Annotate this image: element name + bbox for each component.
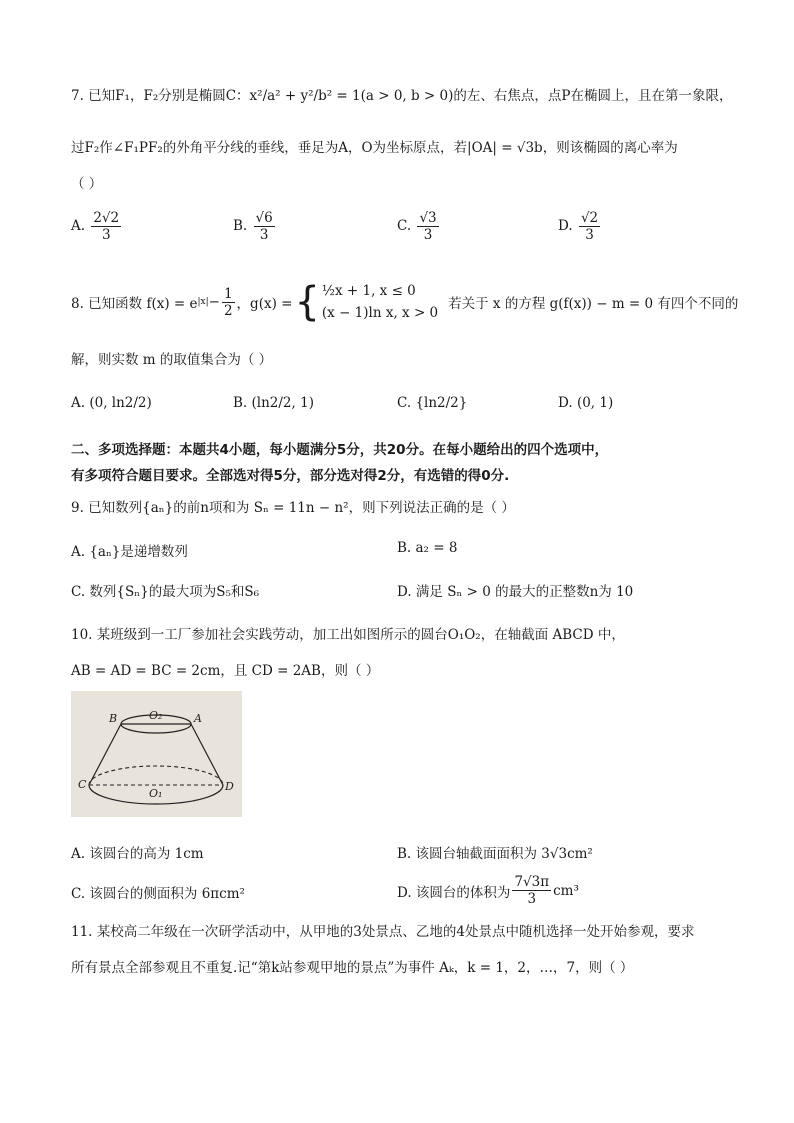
- q8-half: $\frac{1}{2}$: [223, 285, 233, 319]
- option-label: A.: [71, 218, 86, 234]
- q8-line2: 解，则实数 m 的取值集合为（ ）: [71, 352, 273, 368]
- q11-line1: 11. 某校高二年级在一次研学活动中，从甲地的3处景点、乙地的4处景点中随机选择一处开始参观，要求: [71, 924, 695, 940]
- q10-line2: AB = AD = BC = 2cm，且 CD = 2AB，则（ ）: [71, 663, 380, 679]
- q8-prefix: 8. 已知函数 f(x) = e: [71, 296, 198, 312]
- q8-option-c: C. {ln2/2}: [397, 395, 468, 411]
- q8-suffix: 若关于 x 的方程 g(f(x)) − m = 0 有四个不同的: [448, 296, 739, 312]
- q10-option-c: C. 该圆台的侧面积为 6πcm²: [71, 886, 245, 902]
- label-b: B: [109, 712, 118, 725]
- q8-minus: −: [208, 294, 220, 310]
- option-label: D.: [558, 218, 573, 234]
- label-d: D: [225, 780, 234, 793]
- label-o1: O₁: [149, 787, 163, 800]
- frustum-diagram: [71, 691, 242, 817]
- option-fraction: $\frac{√2}{3}$: [580, 210, 599, 243]
- left-side: [89, 724, 121, 785]
- q10-line1: 10. 某班级到一工厂参加社会实践劳动，加工出如图所示的圆台O₁O₂，在轴截面 ABCD 中，: [71, 627, 625, 643]
- option-fraction: $\frac{2√2}{3}$: [93, 210, 120, 243]
- q7-line2: 过F₂作∠F₁PF₂的外角平分线的垂线，垂足为A，O为坐标原点，若|OA| = √3b，则该椭圆的离心率为: [71, 140, 678, 156]
- section2-line1: 二、多项选择题：本题共4小题，每小题满分5分，共20分。在每小题给出的四个选项中，: [71, 442, 609, 458]
- option-fraction: $\frac{√3}{3}$: [419, 210, 437, 243]
- q10-option-a: A. 该圆台的高为 1cm: [71, 846, 204, 862]
- option-label: B.: [233, 218, 248, 234]
- q9-option-b: B. a₂ = 8: [397, 540, 458, 556]
- q8-piece2: (x − 1)ln x, x > 0: [321, 305, 439, 321]
- bottom-ellipse-back: [89, 766, 223, 785]
- option-label: C.: [397, 218, 412, 234]
- q8-option-b: B. (ln2/2, 1): [233, 395, 314, 411]
- q8-g-def: ，g(x) =: [236, 296, 293, 312]
- label-a: A: [194, 712, 202, 725]
- q7-option-c: [397, 210, 441, 243]
- q7-option-d: [558, 210, 602, 243]
- q8-piecewise: [322, 283, 438, 321]
- q7-line3: （ ）: [71, 176, 103, 192]
- q9-option-a: A. {aₙ}是递增数列: [71, 544, 188, 560]
- frustum-figure: [71, 691, 242, 817]
- q8-piece1: ½x + 1, x ≤ 0: [321, 283, 416, 299]
- section2-line2: 有多项符合题目要求。全部选对得5分，部分选对得2分，有选错的得0分.: [71, 468, 510, 484]
- q9-option-d: D. 满足 Sₙ > 0 的最大的正整数n为 10: [397, 584, 634, 600]
- q8-line1: 8. 已知函数 f(x) = e |x| − $\frac{1}{2}$ ，g(x) = { ½x + 1, x ≤ 0 (x − 1)ln x, x > 0 若关于 x 的方程 g(f(x)) − m = 0 有四个不同的: [71, 279, 739, 325]
- q7-option-b: [233, 210, 277, 243]
- label-c: C: [78, 778, 87, 791]
- label-o2: O₂: [149, 709, 163, 722]
- q8-option-d: D. (0, 1): [558, 395, 614, 411]
- volume-fraction: $\frac{7√3\pi}{3}$: [514, 874, 550, 907]
- q9-option-c: C. 数列{Sₙ}的最大项为S₅和S₆: [71, 584, 260, 600]
- q10-option-d: D. 该圆台的体积为 $\frac{7√3\pi}{3}$ cm³: [397, 874, 579, 907]
- q7-line1: 7. 已知F₁，F₂分别是椭圆C：x²/a² + y²/b² = 1(a > 0, b > 0)的左、右焦点，点P在椭圆上，且在第一象限，: [71, 88, 733, 104]
- option-fraction: $\frac{√6}{3}$: [255, 210, 273, 243]
- q8-exponent: |x|: [197, 297, 209, 307]
- q7-option-a: [71, 210, 123, 243]
- q8-option-a: A. (0, ln2/2): [71, 395, 152, 411]
- q11-line2: 所有景点全部参观且不重复.记“第k站参观甲地的景点”为事件 Aₖ，k = 1，2，…，7，则（ ）: [71, 960, 634, 976]
- right-side: [191, 724, 223, 785]
- q9-stem: 9. 已知数列{aₙ}的前n项和为 Sₙ = 11n − n²，则下列说法正确的是（ ）: [71, 500, 515, 516]
- q10-option-b: B. 该圆台轴截面面积为 3√3cm²: [397, 846, 593, 862]
